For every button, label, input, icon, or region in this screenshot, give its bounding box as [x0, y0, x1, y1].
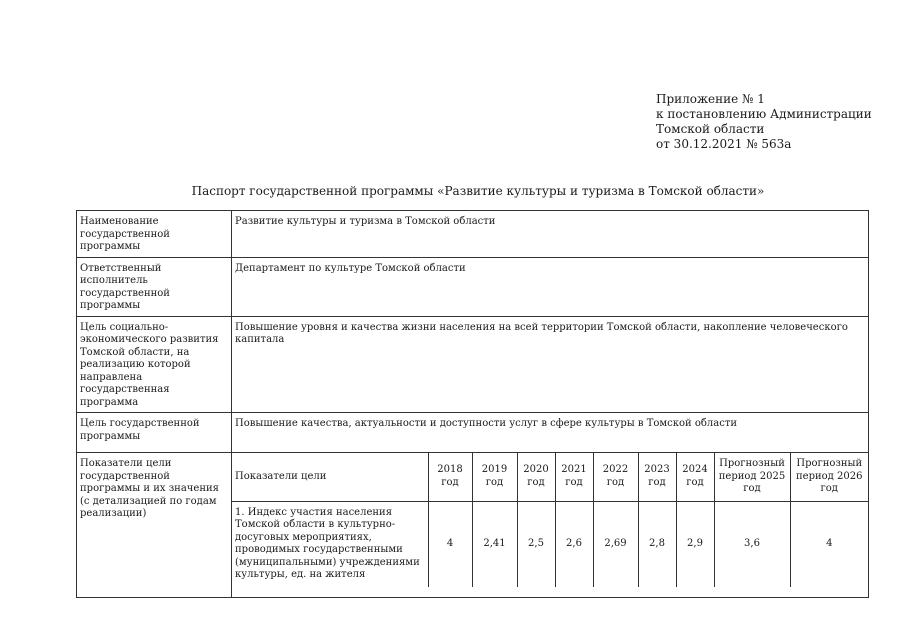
header-cell: 2021 год: [555, 453, 593, 501]
indicator-row: [232, 501, 868, 587]
indicator-value: 2,8: [638, 501, 676, 587]
table-row: [77, 453, 869, 598]
indicator-value: 2,9: [676, 501, 714, 587]
appendix-line: Томской области: [656, 122, 765, 136]
indicator-value: 2,6: [555, 501, 593, 587]
indicator-value: 3,6: [714, 501, 790, 587]
appendix-note: [656, 92, 872, 152]
row-value: Повышение уровня и качества жизни населения на всей территории Томской области, накопление человеческого капитала: [232, 316, 869, 413]
header-cell: Прогнозный период 2026 год: [790, 453, 868, 501]
row-label: Ответственный исполнитель государственной программы: [77, 257, 232, 316]
header-cell: 2020 год: [517, 453, 555, 501]
appendix-line: к постановлению Администрации: [656, 107, 872, 121]
appendix-line: Приложение № 1: [656, 92, 765, 106]
appendix-line: от 30.12.2021 № 563а: [656, 137, 792, 151]
table-row: [77, 257, 869, 316]
row-label: Наименование государственной программы: [77, 211, 232, 258]
row-label: Цель социально-экономического развития Томской области, на реализацию которой направлена государственная программа: [77, 316, 232, 413]
header-cell: 2023 год: [638, 453, 676, 501]
document-title: Паспорт государственной программы «Развитие культуры и туризма в Томской области»: [191, 184, 765, 198]
indicator-value: 4: [428, 501, 472, 587]
header-cell: 2022 год: [593, 453, 638, 501]
indicator-value: 2,5: [517, 501, 555, 587]
row-label: Цель государственной программы: [77, 413, 232, 453]
row-label: Показатели цели государственной программы и их значения (с детализацией по годам реализации): [77, 453, 232, 598]
row-value: Повышение качества, актуальности и доступности услуг в сфере культуры в Томской области: [232, 413, 869, 453]
indicator-name: 1. Индекс участия населения Томской области в культурно-досуговых мероприятиях, проводимых государственными (муниципальными) учреждениями культуры, ед. на жителя: [232, 501, 428, 587]
indicator-value: 4: [790, 501, 868, 587]
header-cell: 2019 год: [472, 453, 517, 501]
table-row: [77, 211, 869, 258]
table-row: [77, 413, 869, 453]
indicator-value: 2,41: [472, 501, 517, 587]
passport-table: [76, 210, 869, 598]
header-cell: 2024 год: [676, 453, 714, 501]
header-cell: Показатели цели: [232, 453, 428, 501]
indicators-header-row: [232, 453, 868, 501]
header-cell: Прогнозный период 2025 год: [714, 453, 790, 501]
indicators-table: [232, 453, 868, 587]
row-value: Развитие культуры и туризма в Томской области: [232, 211, 869, 258]
table-row: [77, 316, 869, 413]
indicators-cell: [232, 453, 869, 598]
header-cell: 2018 год: [428, 453, 472, 501]
indicator-value: 2,69: [593, 501, 638, 587]
row-value: Департамент по культуре Томской области: [232, 257, 869, 316]
